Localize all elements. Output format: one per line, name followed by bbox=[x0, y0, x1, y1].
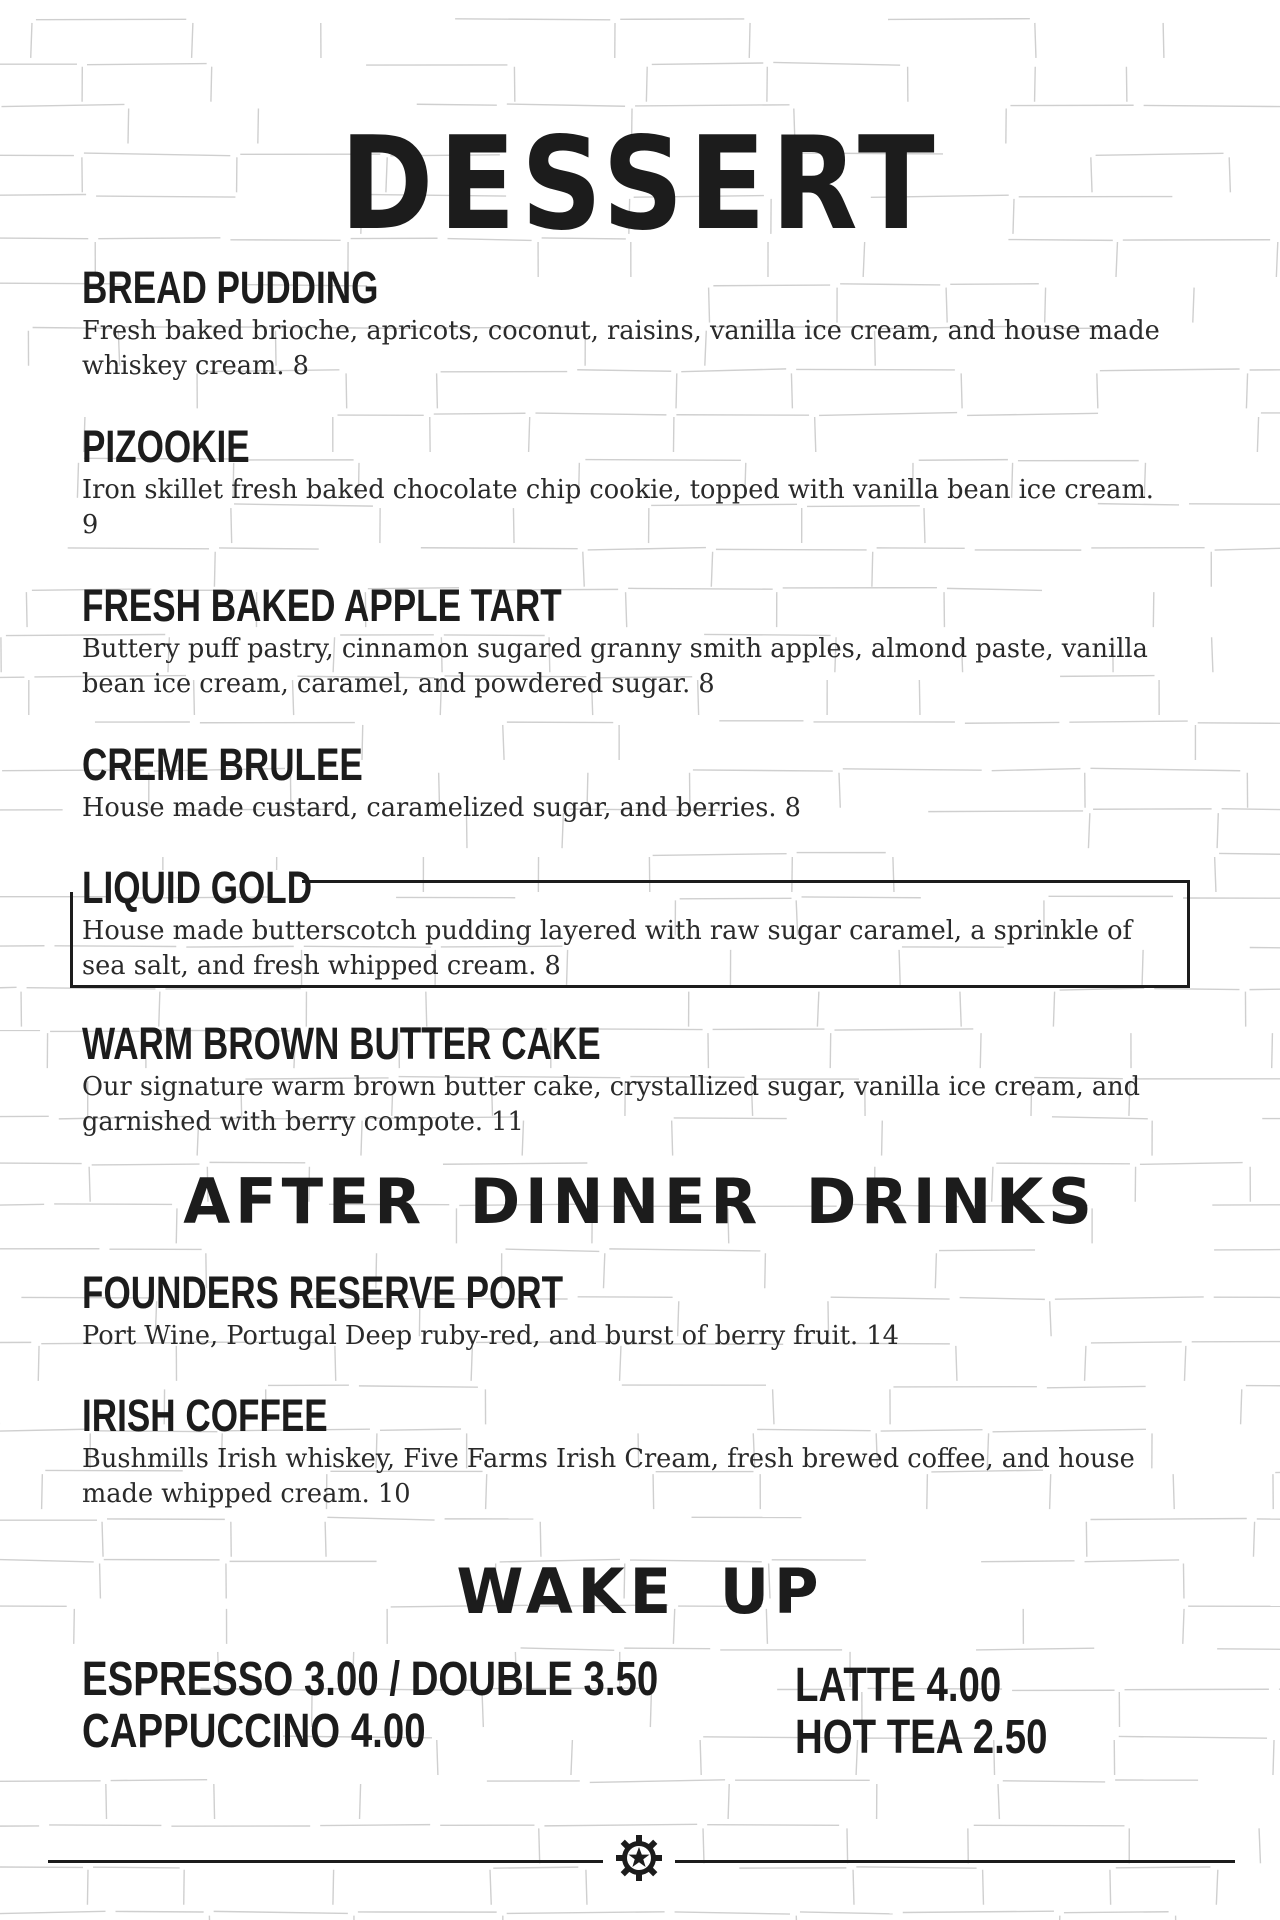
item-description: Fresh baked brioche, apricots, coconut, raisins, vanilla ice cream, and house made whiskey cream. 8 bbox=[82, 316, 1160, 381]
section-title-wake-up: WAKE UP bbox=[456, 1555, 824, 1628]
menu-item-brown-butter-cake bbox=[82, 1018, 1202, 1140]
item-name: CREME BRULEE bbox=[82, 739, 363, 790]
menu-item-pizookie bbox=[82, 421, 1202, 543]
item-name: PIZOOKIE bbox=[82, 421, 250, 472]
coffee-price-espresso: ESPRESSO 3.00 / DOUBLE 3.50 bbox=[82, 1653, 659, 1706]
menu-item-irish-coffee bbox=[82, 1390, 1202, 1512]
item-description: Iron skillet fresh baked chocolate chip cookie, topped with vanilla bean ice cream. 9 bbox=[82, 475, 1154, 540]
menu-item-apple-tart bbox=[82, 580, 1202, 702]
gear-star-icon bbox=[613, 1832, 665, 1884]
page-title: DESSERT bbox=[339, 110, 941, 259]
footer-rule-left bbox=[48, 1860, 603, 1863]
item-description: Port Wine, Portugal Deep ruby-red, and burst of berry fruit. 14 bbox=[82, 1321, 899, 1351]
item-name: BREAD PUDDING bbox=[82, 262, 379, 313]
menu-item-bread-pudding bbox=[82, 262, 1202, 384]
menu-item-founders-port bbox=[82, 1267, 1202, 1354]
item-name: FRESH BAKED APPLE TART bbox=[82, 580, 562, 631]
item-description: Bushmills Irish whiskey, Five Farms Irish Cream, fresh brewed coffee, and house made whipped cream. 10 bbox=[82, 1444, 1135, 1509]
item-name: WARM BROWN BUTTER CAKE bbox=[82, 1018, 601, 1069]
item-name: LIQUID GOLD bbox=[82, 862, 313, 913]
item-name: FOUNDERS RESERVE PORT bbox=[82, 1267, 564, 1318]
coffee-price-cappuccino: CAPPUCCINO 4.00 bbox=[82, 1705, 426, 1758]
item-name: IRISH COFFEE bbox=[82, 1390, 328, 1441]
menu-item-creme-brulee bbox=[82, 739, 1202, 826]
coffee-price-hot-tea: HOT TEA 2.50 bbox=[795, 1711, 1048, 1764]
item-description: Our signature warm brown butter cake, crystallized sugar, vanilla ice cream, and garnished with berry compote. 11 bbox=[82, 1072, 1141, 1137]
menu-item-liquid-gold bbox=[82, 862, 1202, 984]
item-description: House made custard, caramelized sugar, and berries. 8 bbox=[82, 793, 801, 823]
coffee-price-latte: LATTE 4.00 bbox=[795, 1659, 1002, 1712]
item-description: House made butterscotch pudding layered with raw sugar caramel, a sprinkle of sea salt, and fresh whipped cream. 8 bbox=[82, 916, 1132, 981]
item-description: Buttery puff pastry, cinnamon sugared granny smith apples, almond paste, vanilla bean ice cream, caramel, and powdered sugar. 8 bbox=[82, 634, 1148, 699]
section-title-after-dinner-drinks: AFTER DINNER DRINKS bbox=[183, 1165, 1097, 1238]
footer-rule-right bbox=[675, 1860, 1235, 1863]
